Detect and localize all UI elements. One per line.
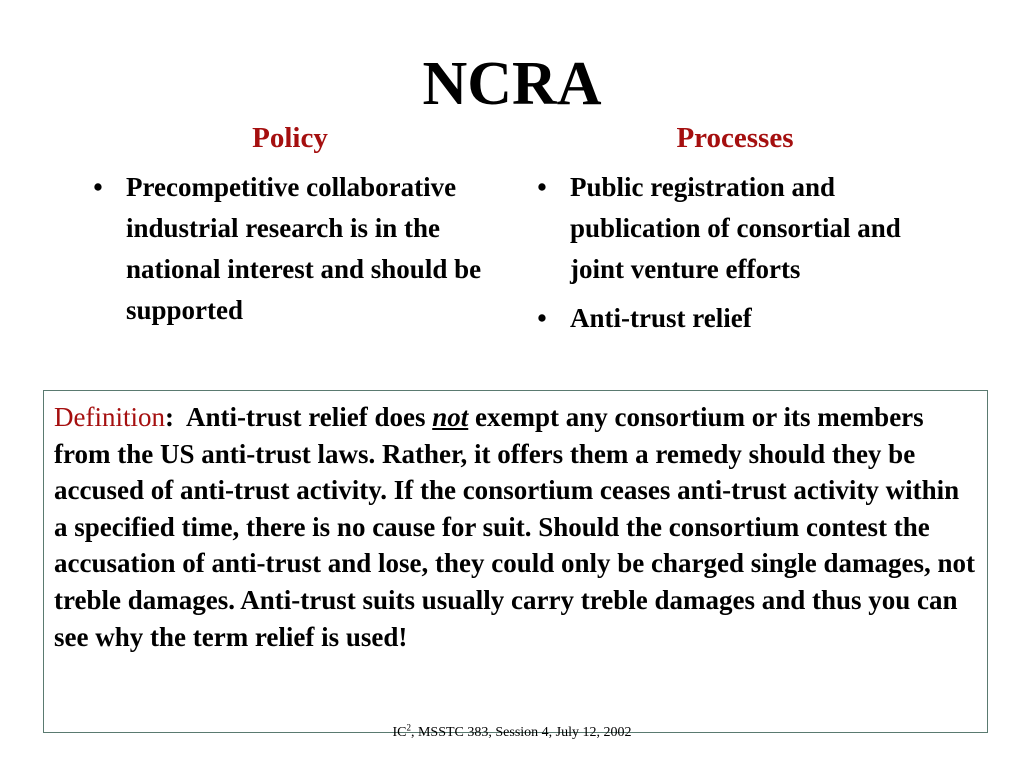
processes-list-item <box>530 167 950 290</box>
footer-suffix: , MSSTC 383, Session 4, July 12, 2002 <box>410 725 632 740</box>
policy-item-text: Precompetitive collaborative industrial research is in the national interest and should be supported <box>126 172 482 325</box>
policy-list-item <box>86 167 486 331</box>
definition-not-emphasis: not <box>432 402 469 432</box>
processes-item-text: Public registration and publication of consortial and joint venture efforts <box>570 172 901 284</box>
bullet-icon: • <box>537 303 547 333</box>
definition-colon: : <box>164 402 186 432</box>
definition-text-rest: exempt any consortium or its members from the US anti-trust laws. Rather, it offers them a remedy should they be accused of anti-trust activity. If the consortium ceases anti-trust activity within a specified time, there is no cause for suit. Should the consortium contest the accusation of anti-trust and lose, they could only be charged single damages, not treble damages. Anti-trust suits usually carry treble damages and thus you can see why the term relief is used! <box>54 402 976 652</box>
bullet-icon: • <box>93 172 103 202</box>
definition-label: Definition <box>54 402 165 432</box>
footer-superscript: 2 <box>406 722 411 733</box>
policy-list <box>86 167 486 339</box>
processes-list <box>530 167 950 347</box>
processes-heading: Processes <box>676 122 794 154</box>
slide-footer <box>0 724 1024 742</box>
slide-title: NCRA <box>422 50 602 118</box>
footer-prefix: IC <box>392 725 407 740</box>
processes-list-item <box>530 298 950 339</box>
definition-box <box>43 390 988 733</box>
definition-text-start: Anti-trust relief does <box>186 402 433 432</box>
processes-item-text: Anti-trust relief <box>570 303 752 333</box>
bullet-icon: • <box>537 172 547 202</box>
policy-heading: Policy <box>252 122 328 154</box>
